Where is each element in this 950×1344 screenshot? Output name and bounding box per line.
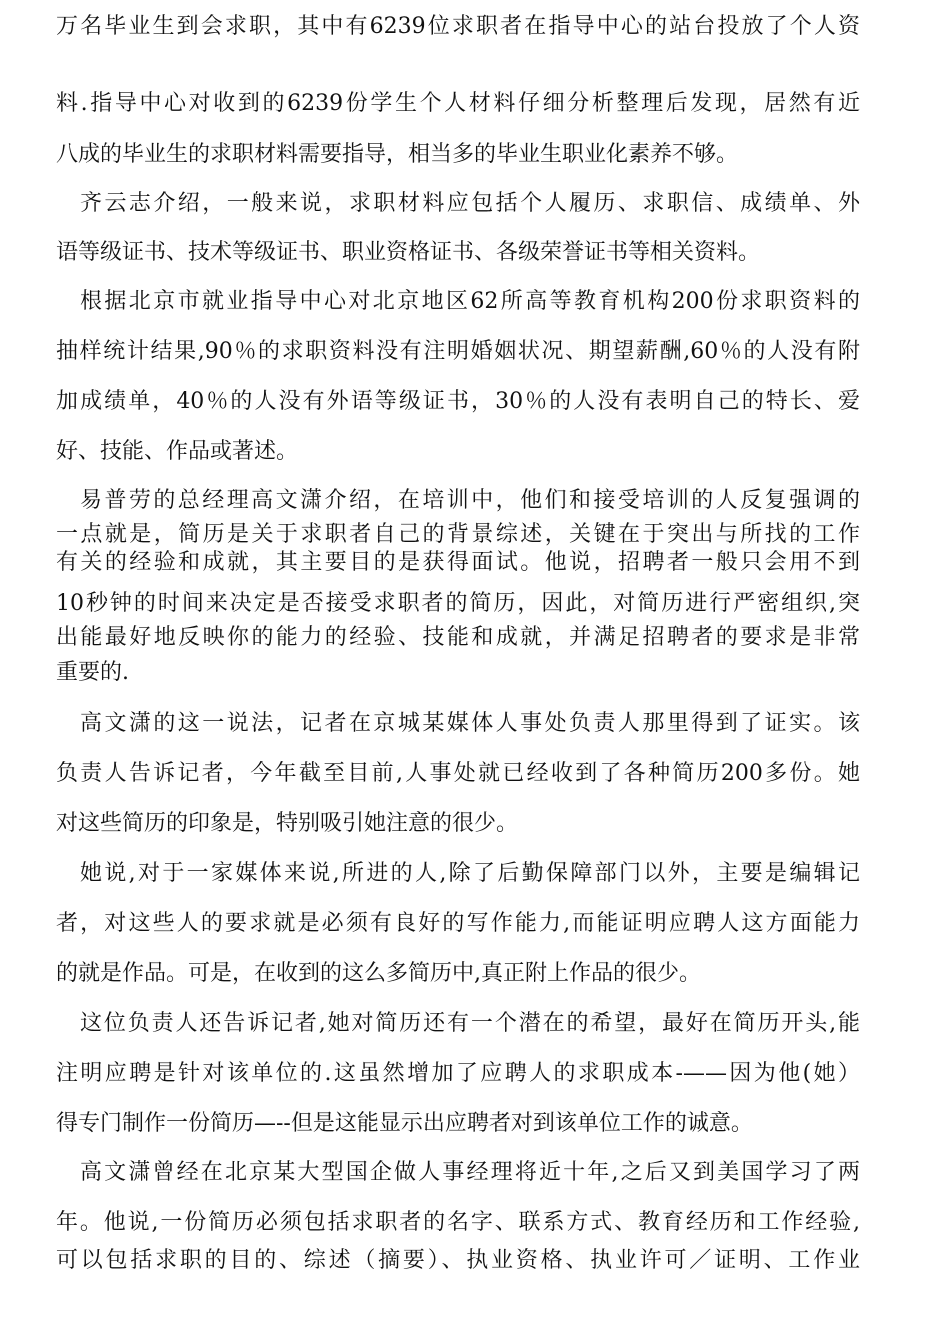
text-line: 料.指导中心对收到的6239份学生个人材料仔细分析整理后发现，居然有近 <box>56 91 860 116</box>
text-line: 有关的经验和成就，其主要目的是获得面试。他说，招聘者一般只会用不到 <box>56 550 860 575</box>
text-line: 者，对这些人的要求就是必须有良好的写作能力,而能证明应聘人这方面能力 <box>56 911 860 936</box>
text-line: 的就是作品。可是，在收到的这么多简历中,真正附上作品的很少。 <box>56 961 701 986</box>
text-line: 抽样统计结果,90％的求职资料没有注明婚姻状况、期望薪酬,60％的人没有附 <box>56 339 860 364</box>
text-line: 可以包括求职的目的、综述（摘要）、执业资格、执业许可／证明、工作业 <box>56 1248 860 1273</box>
text-line: 重要的. <box>56 660 129 685</box>
text-line: 注明应聘是针对该单位的.这虽然增加了应聘人的求职成本-——因为他(她） <box>56 1061 860 1086</box>
text-line: 语等级证书、技术等级证书、职业资格证书、各级荣誉证书等相关资料。 <box>56 240 761 265</box>
paragraph-first-line: 高文潇的这一说法，记者在京城某媒体人事处负责人那里得到了证实。该 <box>80 711 860 736</box>
text-line: 出能最好地反映你的能力的经验、技能和成就，并满足招聘者的要求是非常 <box>56 625 860 650</box>
paragraph-first-line: 易普劳的总经理高文潇介绍，在培训中，他们和接受培训的人反复强调的 <box>80 488 860 513</box>
text-line: 万名毕业生到会求职，其中有6239位求职者在指导中心的站台投放了个人资 <box>56 14 860 39</box>
text-line: 八成的毕业生的求职材料需要指导，相当多的毕业生职业化素养不够。 <box>56 142 739 167</box>
text-line: 一点就是，简历是关于求职者自己的背景综述，关键在于突出与所找的工作 <box>56 522 860 547</box>
text-line: 对这些简历的印象是，特别吸引她注意的很少。 <box>56 811 519 836</box>
paragraph-first-line: 她说,对于一家媒体来说,所进的人,除了后勤保障部门以外，主要是编辑记 <box>80 861 860 886</box>
text-line: 好、技能、作品或著述。 <box>56 439 299 464</box>
text-line: 10秒钟的时间来决定是否接受求职者的简历，因此，对简历进行严密组织,突 <box>56 591 860 616</box>
paragraph-first-line: 高文潇曾经在北京某大型国企做人事经理将近十年,之后又到美国学习了两 <box>80 1160 860 1185</box>
text-line: 负责人告诉记者，今年截至目前,人事处就已经收到了各种简历200多份。她 <box>56 761 860 786</box>
paragraph-first-line: 根据北京市就业指导中心对北京地区62所高等教育机构200份求职资料的 <box>80 289 860 314</box>
text-line: 加成绩单，40％的人没有外语等级证书，30％的人没有表明自己的特长、爱 <box>56 389 860 414</box>
text-line: 年。他说,一份简历必须包括求职者的名字、联系方式、教育经历和工作经验, <box>56 1210 860 1235</box>
paragraph-first-line: 这位负责人还告诉记者,她对简历还有一个潜在的希望，最好在简历开头,能 <box>80 1011 860 1036</box>
text-line: 得专门制作一份简历—--但是这能显示出应聘者对到该单位工作的诚意。 <box>56 1111 753 1136</box>
paragraph-first-line: 齐云志介绍，一般来说，求职材料应包括个人履历、求职信、成绩单、外 <box>80 191 860 216</box>
